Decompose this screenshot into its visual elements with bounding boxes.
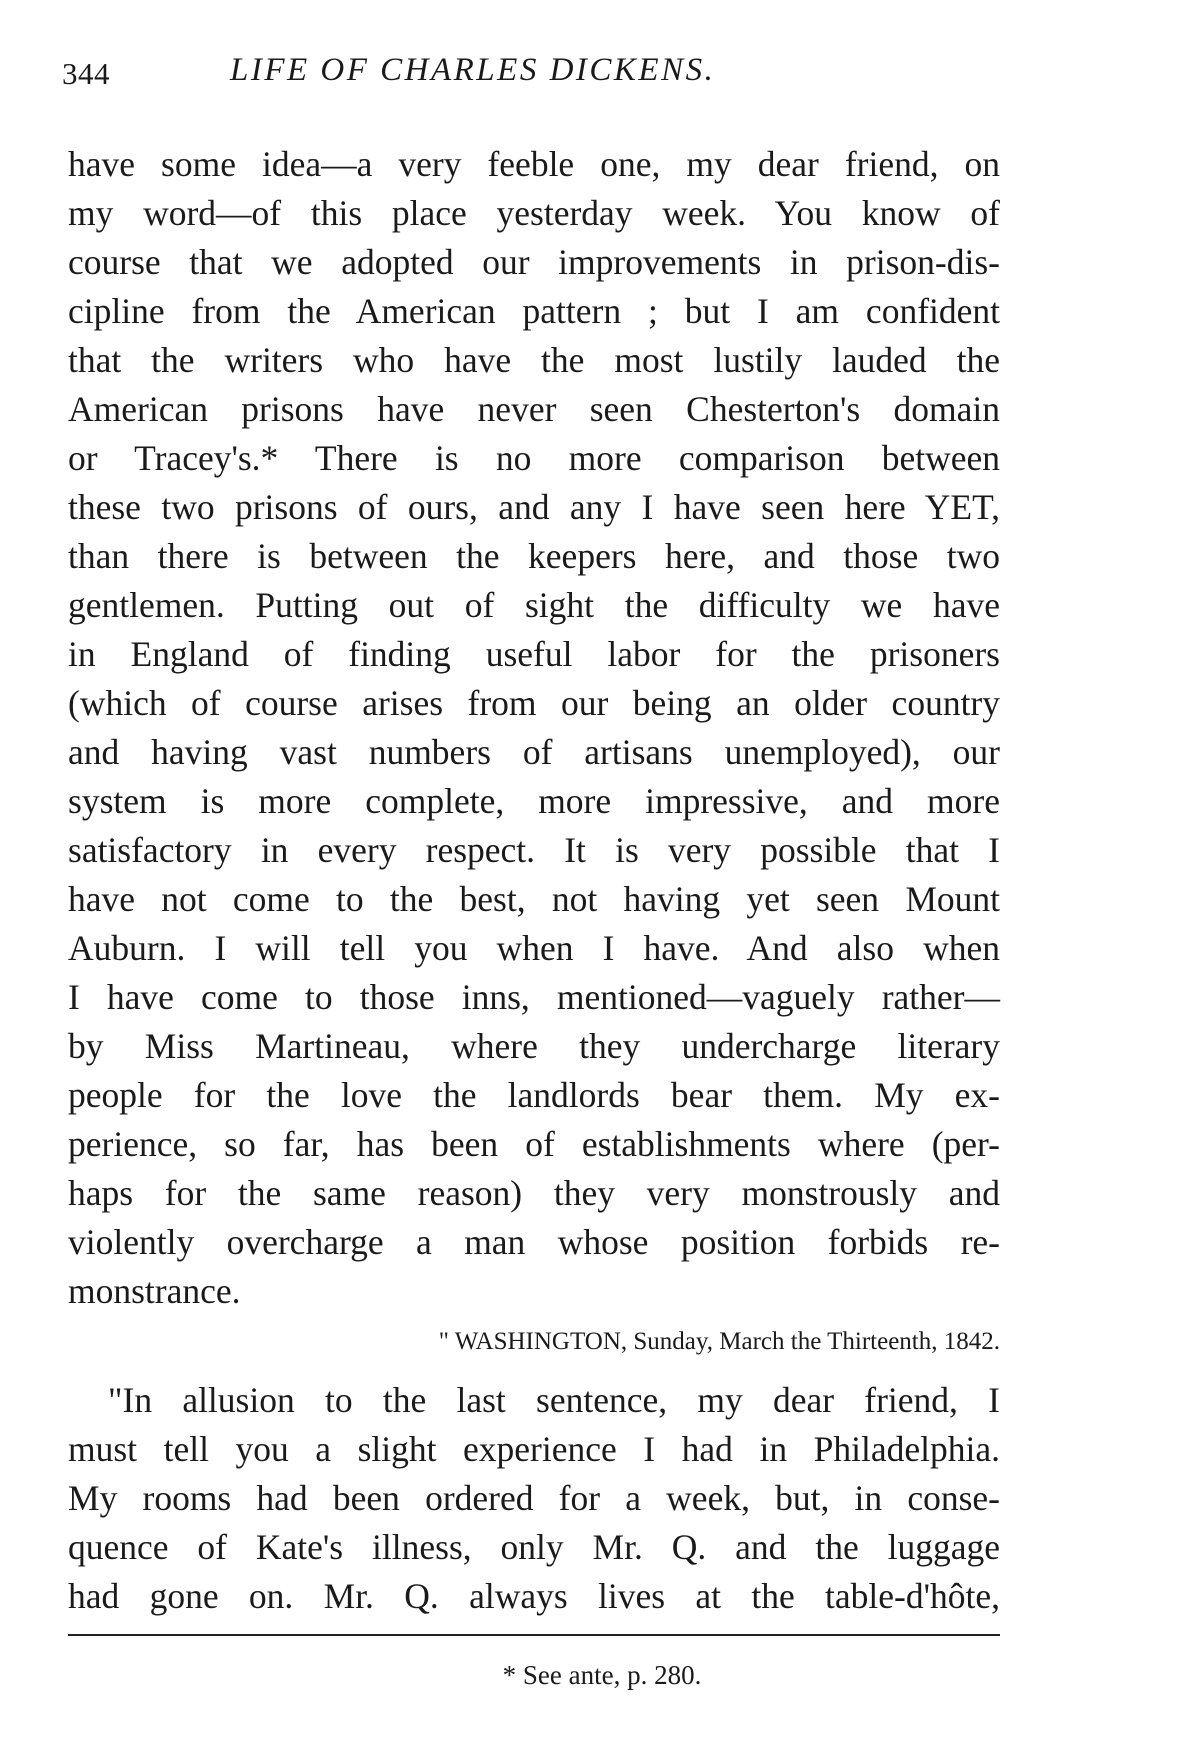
- text-line: system is more complete, more impressive, and more: [68, 781, 1000, 821]
- text-line: have not come to the best, not having yet seen Mount: [68, 879, 1000, 919]
- text-line: quence of Kate's illness, only Mr. Q. and the luggage: [68, 1527, 1000, 1567]
- text-line: must tell you a slight experience I had in Philadelphia.: [68, 1429, 1000, 1469]
- text-line: I have come to those inns, mentioned—vaguely rather—: [68, 977, 1000, 1017]
- text-line: and having vast numbers of artisans unemployed), our: [68, 732, 1000, 772]
- text-line: gentlemen. Putting out of sight the difficulty we have: [68, 585, 1000, 625]
- text-line: in England of finding useful labor for the prisoners: [68, 634, 1000, 674]
- text-line: or Tracey's.* There is no more comparison between: [68, 438, 1000, 478]
- footnote-divider: [68, 1634, 1000, 1639]
- text-line: than there is between the keepers here, and those two: [68, 536, 1000, 576]
- paragraph-2: [68, 1376, 1000, 1621]
- text-line: perience, so far, has been of establishments where (per-: [68, 1124, 1000, 1164]
- text-line: Auburn. I will tell you when I have. And also when: [68, 928, 1000, 968]
- paragraph-1: [68, 140, 1000, 1316]
- text-line: people for the love the landlords bear them. My ex-: [68, 1075, 1000, 1115]
- text-line: haps for the same reason) they very monstrously and: [68, 1173, 1000, 1213]
- text-line: course that we adopted our improvements in prison-dis-: [68, 242, 1000, 282]
- text-line: my word—of this place yesterday week. You know of: [68, 193, 1000, 233]
- page-number: 344: [62, 56, 110, 91]
- text-line: these two prisons of ours, and any I have seen here YET,: [68, 487, 1000, 527]
- text-line: monstrance.: [68, 1271, 241, 1311]
- letter-dateline: " WASHINGTON, Sunday, March the Thirteenth, 1842.: [438, 1328, 1000, 1355]
- footnote: * See ante, p. 280.: [502, 1660, 702, 1690]
- text-line: by Miss Martineau, where they undercharge literary: [68, 1026, 1000, 1066]
- text-line: cipline from the American pattern ; but I am confident: [68, 291, 1000, 331]
- text-line: My rooms had been ordered for a week, but, in conse-: [68, 1478, 1000, 1518]
- text-line: "In allusion to the last sentence, my dear friend, I: [108, 1380, 1000, 1420]
- running-head: LIFE OF CHARLES DICKENS.: [230, 52, 716, 88]
- text-line: that the writers who have the most lustily lauded the: [68, 340, 1000, 380]
- text-line: violently overcharge a man whose position forbids re-: [68, 1222, 1000, 1262]
- text-line: have some idea—a very feeble one, my dear friend, on: [68, 144, 1000, 184]
- text-line: American prisons have never seen Chesterton's domain: [68, 389, 1000, 429]
- text-line: satisfactory in every respect. It is very possible that I: [68, 830, 1000, 870]
- text-line: had gone on. Mr. Q. always lives at the table-d'hôte,: [68, 1576, 1000, 1616]
- text-line: (which of course arises from our being an older country: [68, 683, 1000, 723]
